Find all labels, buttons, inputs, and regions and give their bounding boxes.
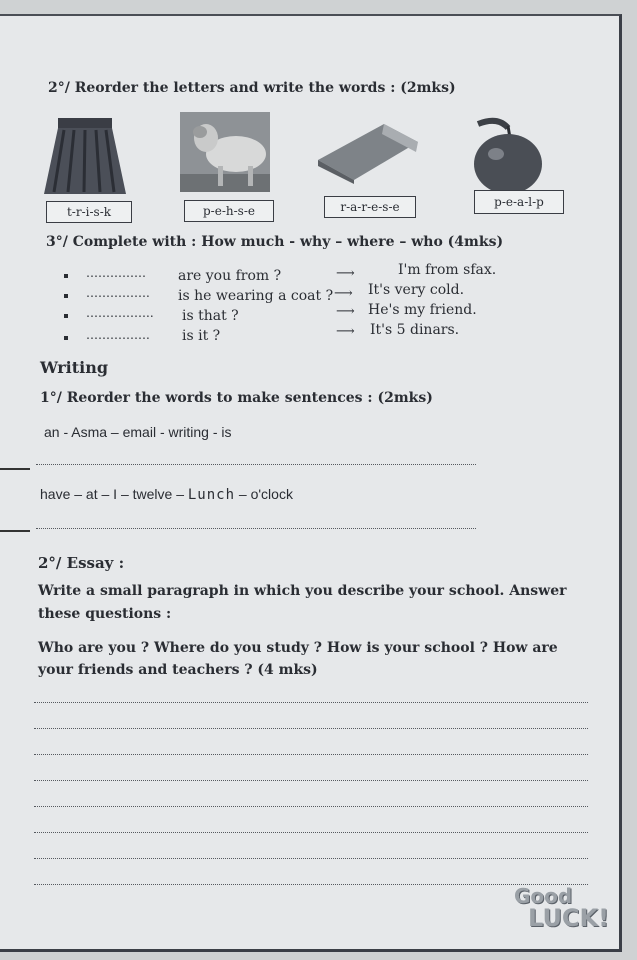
bullet <box>64 274 68 278</box>
section-2-title: 2°/ Reorder the letters and write the words : (2mks) <box>48 80 456 96</box>
letters-box-sheep: p-e-h-s-e <box>184 200 274 222</box>
essay-line[interactable] <box>34 884 588 885</box>
answer-line-2[interactable] <box>36 528 476 529</box>
essay-line[interactable] <box>34 806 588 807</box>
letters-box-eraser: r-a-r-e-s-e <box>324 196 416 218</box>
essay-questions-line-2: your friends and teachers ? (4 mks) <box>38 662 318 678</box>
blank: ……………. <box>86 286 150 300</box>
essay-line[interactable] <box>34 832 588 833</box>
answer-2: It's very cold. <box>368 282 465 298</box>
good-luck-good: Good <box>514 884 573 908</box>
apple-icon <box>470 114 546 196</box>
essay-line[interactable] <box>34 728 588 729</box>
blank: ……………. <box>86 328 150 342</box>
eraser-icon <box>314 114 422 184</box>
sentence-2-words <box>40 486 293 503</box>
sentence-2-end: – o'clock <box>238 486 293 502</box>
essay-title: 2°/ Essay : <box>38 554 125 572</box>
arrow-icon: ⟶ <box>336 324 355 339</box>
answer-line-marker <box>0 530 30 532</box>
good-luck-luck: LUCK! <box>528 904 610 932</box>
essay-instructions-line-2: these questions : <box>38 606 172 622</box>
reorder-title: 1°/ Reorder the words to make sentences : (2mks) <box>40 390 433 406</box>
sentence-1-words: an - Asma – email - writing - is <box>44 424 232 440</box>
sheep-icon <box>180 112 270 192</box>
answer-line-1[interactable] <box>36 464 476 465</box>
question-3: is that ? <box>182 308 239 324</box>
worksheet-page <box>0 14 622 952</box>
question-1: are you from ? <box>178 268 282 284</box>
essay-questions: Who are you ? Where do you study ? How is your school ? How are <box>38 640 558 656</box>
bullet <box>64 294 68 298</box>
letters-box-skirt: t-r-i-s-k <box>46 201 132 223</box>
essay-line[interactable] <box>34 702 588 703</box>
sentence-2-start: have – at – I – twelve – <box>40 486 184 502</box>
essay-line[interactable] <box>34 858 588 859</box>
writing-heading: Writing <box>40 358 109 377</box>
blank: …………… <box>86 266 146 280</box>
essay-instructions: Write a small paragraph in which you describe your school. Answer <box>38 583 567 599</box>
answer-3: He's my friend. <box>368 302 477 318</box>
question-4: is it ? <box>182 328 221 344</box>
arrow-icon: ⟶ <box>334 286 353 301</box>
skirt-icon <box>42 116 128 198</box>
blank: …………….. <box>86 306 154 320</box>
letters-box-apple: p-e-a-l-p <box>474 190 564 214</box>
arrow-icon: ⟶ <box>336 304 355 319</box>
answer-line-marker <box>0 468 30 470</box>
essay-line[interactable] <box>34 754 588 755</box>
question-2: is he wearing a coat ? <box>178 288 334 304</box>
answer-1: I'm from sfax. <box>398 262 497 278</box>
answer-4: It's 5 dinars. <box>370 322 460 338</box>
bullet <box>64 314 68 318</box>
essay-line[interactable] <box>34 780 588 781</box>
section-3-title: 3°/ Complete with : How much - why – where – who (4mks) <box>46 234 504 250</box>
handwritten-word: Lunch <box>187 487 236 503</box>
arrow-icon: ⟶ <box>336 266 355 281</box>
bullet <box>64 336 68 340</box>
